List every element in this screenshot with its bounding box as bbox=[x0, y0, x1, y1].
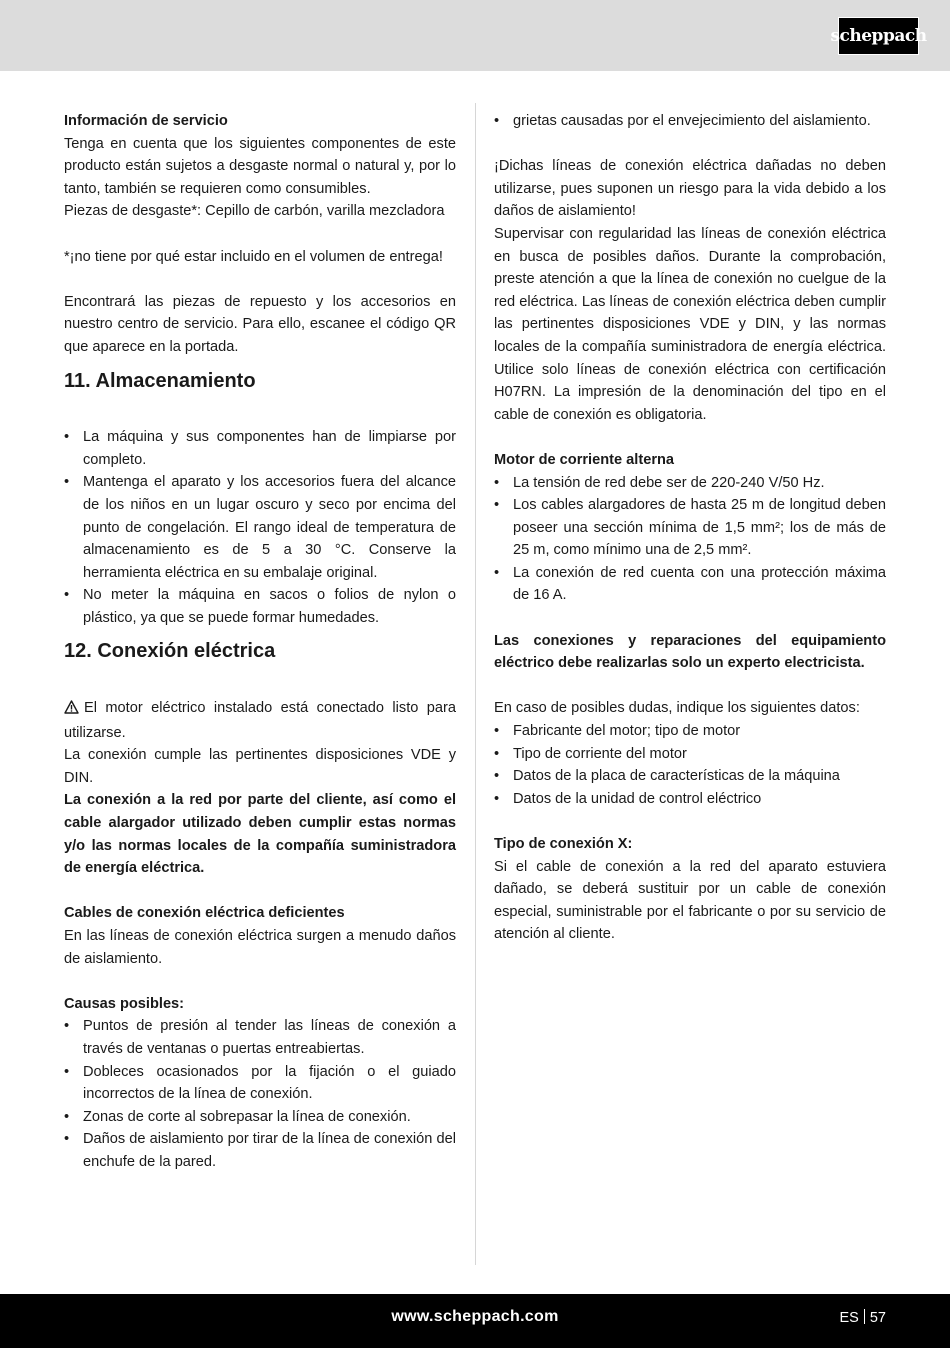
list-item: • Dobleces ocasionados por la fijación o el guiado incorrectos de la línea de conexión. bbox=[64, 1061, 456, 1106]
motor-ready-text: El motor eléctrico instalado está conectado listo para utilizarse. bbox=[64, 700, 456, 741]
wear-parts-note: *¡no tiene por qué estar incluido en el volumen de entrega! bbox=[64, 248, 443, 265]
warning-triangle-icon bbox=[64, 699, 79, 722]
vde-paragraph: La conexión cumple las pertinentes disposiciones VDE y DIN. bbox=[64, 747, 456, 786]
page-indicator bbox=[840, 1309, 886, 1326]
language-code: ES bbox=[839, 1310, 859, 1326]
list-item: • Daños de aislamiento por tirar de la línea de conexión del enchufe de la pared. bbox=[64, 1128, 456, 1173]
list-item: • Puntos de presión al tender las líneas de conexión a través de ventanas o puertas entreabiertas. bbox=[64, 1015, 456, 1060]
brand-logo: scheppach bbox=[838, 17, 919, 55]
expert-warning: Las conexiones y reparaciones del equipamiento eléctrico debe realizarlas solo un experto electricista. bbox=[494, 632, 886, 672]
list-item: • Mantenga el aparato y los accesorios fuera del alcance de los niños en un lugar oscuro y seco por encima del punto de congelación. El rango ideal de temperatura de almacenamiento es de 5 a 30 °C. Conserve la herramienta eléctrica en su embalaje original. bbox=[64, 471, 456, 584]
page-header-bar bbox=[0, 0, 950, 71]
storage-list bbox=[64, 426, 456, 629]
motor-ready-paragraph bbox=[64, 697, 456, 744]
list-item: • Los cables alargadores de hasta 25 m de longitud deben poseer una sección mínima de 1,5 mm²; los de más de 25 m, como mínimo una de 2,5 mm². bbox=[494, 494, 886, 562]
damaged-cables-warning: ¡Dichas líneas de conexión eléctrica dañadas no deben utilizarse, pues suponen un riesgo para la vida debido a los daños de aislamiento! bbox=[494, 158, 886, 220]
spare-parts-paragraph: Encontrará las piezas de repuesto y los accesorios en nuestro centro de servicio. Para ello, escanee el código QR que aparece en la portada. bbox=[64, 293, 456, 355]
supervise-paragraph: Supervisar con regularidad las líneas de conexión eléctrica en busca de posibles daños. Durante la comprobación, preste atención a que la línea de conexión no cuelgue de la red eléctrica. Las líneas de conexión eléctrica deben cumplir las pertinentes disposiciones VDE y DIN, y las normas locales de la compañía suministradora de energía eléctrica. Utilice solo líneas de conexión eléctrica con certificación H07RN. La impresión de la denominación del tipo en el cable de conexión es obligatoria. bbox=[494, 225, 886, 423]
possible-causes-heading: Causas posibles: bbox=[64, 995, 185, 1012]
list-item: • Fabricante del motor; tipo de motor bbox=[494, 720, 886, 743]
customer-connection-warning: La conexión a la red por parte del cliente, así como el cable alargador utilizado deben cumplir estas normas y/o las normas locales de la compañía suministradora de energía eléctrica. bbox=[64, 792, 456, 877]
ac-motor-list bbox=[494, 472, 886, 608]
connection-type-x-heading: Tipo de conexión X: bbox=[494, 836, 633, 852]
list-item: • La tensión de red debe ser de 220-240 V/50 Hz. bbox=[494, 472, 886, 495]
section-11-heading: 11. Almacenamiento bbox=[64, 369, 256, 392]
left-column bbox=[64, 110, 456, 1174]
right-column bbox=[494, 110, 886, 946]
list-item: • grietas causadas por el envejecimiento del aislamiento. bbox=[494, 110, 886, 133]
faulty-cables-heading: Cables de conexión eléctrica deficientes bbox=[64, 905, 345, 922]
list-item: • Datos de la unidad de control eléctrico bbox=[494, 788, 886, 811]
list-item: • Zonas de corte al sobrepasar la línea de conexión. bbox=[64, 1106, 456, 1129]
doubts-paragraph: En caso de posibles dudas, indique los siguientes datos: bbox=[494, 700, 860, 717]
list-item: • La conexión de red cuenta con una protección máxima de 16 A. bbox=[494, 562, 886, 607]
list-item: • Datos de la placa de características de la máquina bbox=[494, 765, 886, 788]
causes-list-continued bbox=[494, 110, 886, 133]
ac-motor-heading: Motor de corriente alterna bbox=[494, 451, 675, 468]
list-item: • La máquina y sus componentes han de limpiarse por completo. bbox=[64, 426, 456, 471]
page-number: 57 bbox=[869, 1310, 886, 1326]
wear-parts-paragraph: Piezas de desgaste*: Cepillo de carbón, varilla mezcladora bbox=[64, 203, 445, 220]
page-separator bbox=[864, 1309, 865, 1324]
causes-list bbox=[64, 1015, 456, 1173]
website-url: www.scheppach.com bbox=[391, 1308, 559, 1325]
list-item: • No meter la máquina en sacos o folios de nylon o plástico, ya que se puede formar humedades. bbox=[64, 584, 456, 629]
service-info-heading: Información de servicio bbox=[64, 113, 228, 129]
faulty-cables-paragraph: En las líneas de conexión eléctrica surgen a menudo daños de aislamiento. bbox=[64, 928, 456, 967]
service-info-paragraph: Tenga en cuenta que los siguientes componentes de este producto están sujetos a desgaste normal o natural y, por lo tanto, también se requieren como consumibles. bbox=[64, 135, 456, 197]
connection-type-x-paragraph: Si el cable de conexión a la red del aparato estuviera dañado, se deberá sustituir por un cable de conexión especial, suministrable por el fabricante o por su servicio de atención al cliente. bbox=[494, 858, 886, 943]
list-item: • Tipo de corriente del motor bbox=[494, 743, 886, 766]
section-12-heading: 12. Conexión eléctrica bbox=[64, 640, 276, 663]
doubts-list bbox=[494, 720, 886, 810]
page-footer bbox=[0, 1294, 950, 1348]
column-divider bbox=[475, 103, 476, 1265]
